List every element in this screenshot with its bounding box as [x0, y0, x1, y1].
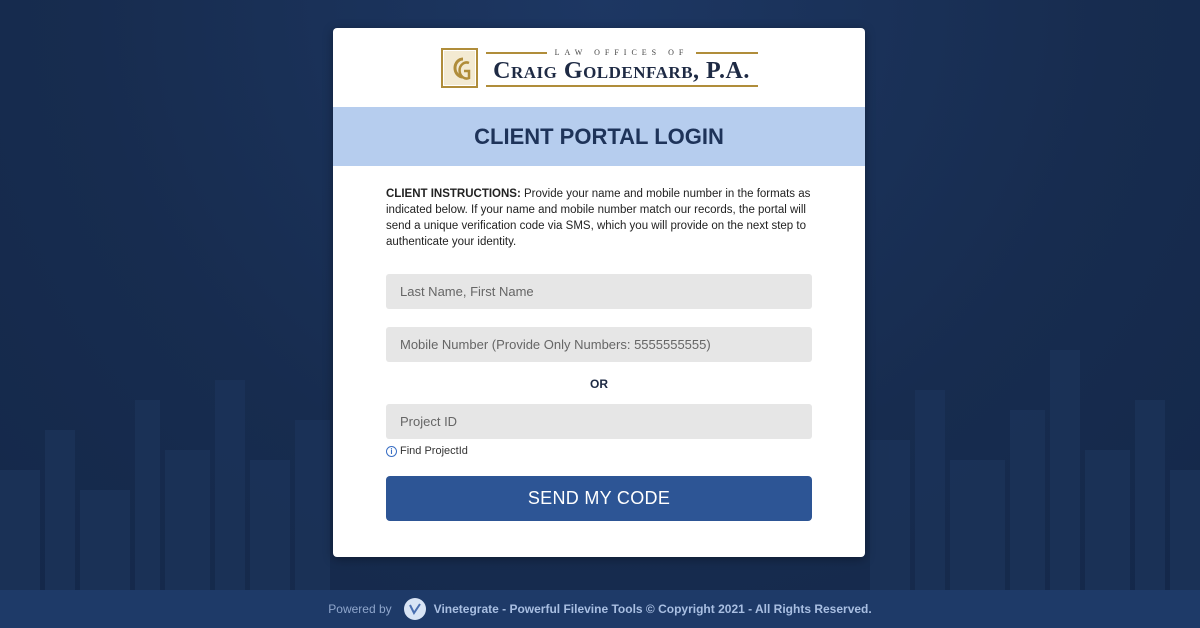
gold-divider-left	[486, 52, 547, 54]
page-title: CLIENT PORTAL LOGIN	[474, 123, 724, 149]
vinetegrate-glyph	[408, 602, 422, 616]
or-divider: OR	[590, 377, 608, 391]
find-project-id-link[interactable]	[386, 445, 812, 457]
mobile-number-input[interactable]	[386, 327, 812, 362]
send-my-code-button[interactable]: SEND MY CODE	[386, 476, 812, 521]
gold-divider-right	[696, 52, 757, 54]
instructions-label: CLIENT INSTRUCTIONS:	[386, 188, 521, 200]
find-project-id-label: Find ProjectId	[400, 445, 468, 457]
cg-monogram-glyph	[443, 50, 476, 86]
vinetegrate-logo-icon	[404, 598, 426, 620]
title-band	[333, 107, 865, 166]
powered-by-label: Powered by	[328, 602, 392, 616]
client-instructions	[386, 186, 812, 250]
logo-top-row	[486, 48, 758, 57]
login-card	[333, 28, 865, 557]
firm-name: Craig Goldenfarb, P.A.	[493, 58, 750, 84]
project-id-input[interactable]	[386, 404, 812, 439]
firm-logo	[441, 48, 758, 88]
name-input[interactable]	[386, 274, 812, 309]
cg-monogram-icon	[441, 48, 478, 88]
footer	[0, 590, 1200, 628]
logo-text	[486, 48, 758, 87]
vinetegrate-copyright-link[interactable]: Vinetegrate - Powerful Filevine Tools © Copyright 2021 - All Rights Reserved.	[433, 602, 872, 616]
logo-subtitle: LAW OFFICES OF	[554, 48, 689, 57]
logo-area	[333, 28, 865, 107]
login-form	[333, 166, 865, 521]
gold-divider-bottom	[486, 85, 758, 87]
info-icon: i	[386, 446, 397, 457]
instructions-text: Provide your name and mobile number in the formats as indicated below. If your name and mobile number match our records, the portal will send a unique verification code via SMS, which you will provide on the next step to authenticate your identity.	[386, 188, 811, 248]
